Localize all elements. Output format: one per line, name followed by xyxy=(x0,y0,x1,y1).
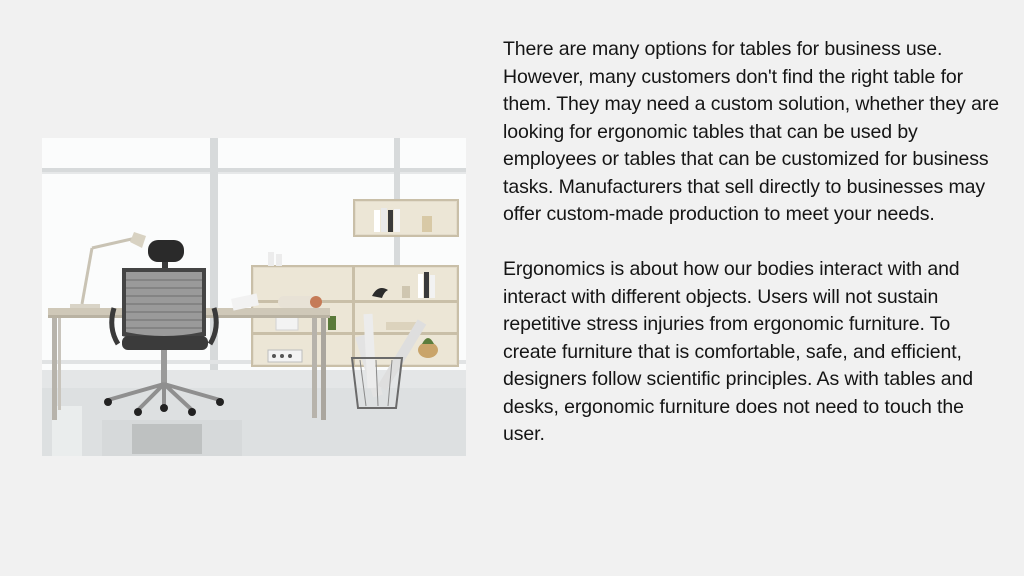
body-text xyxy=(503,36,1003,449)
paragraph-tables: There are many options for tables for business use. However, many customers don't find the right table for them. They may need a custom solution, whether they are looking for ergonomic tables that can be used by employees or tables that can be customized for business tasks. Manufacturers that sell directly to businesses may offer custom-made production to meet your needs. xyxy=(503,38,999,225)
office-illustration xyxy=(42,138,466,456)
paragraph-ergonomics: Ergonomics is about how our bodies interact with and interact with different objects. Users will not sustain repetitive stress injuries from ergonomic furniture. To create furniture that is comfortable, safe, and efficient, designers follow scientific principles. As with tables and desks, ergonomic furniture does not need to touch the user. xyxy=(503,258,974,445)
chair-reflection xyxy=(132,424,202,454)
office-photo xyxy=(42,138,466,456)
